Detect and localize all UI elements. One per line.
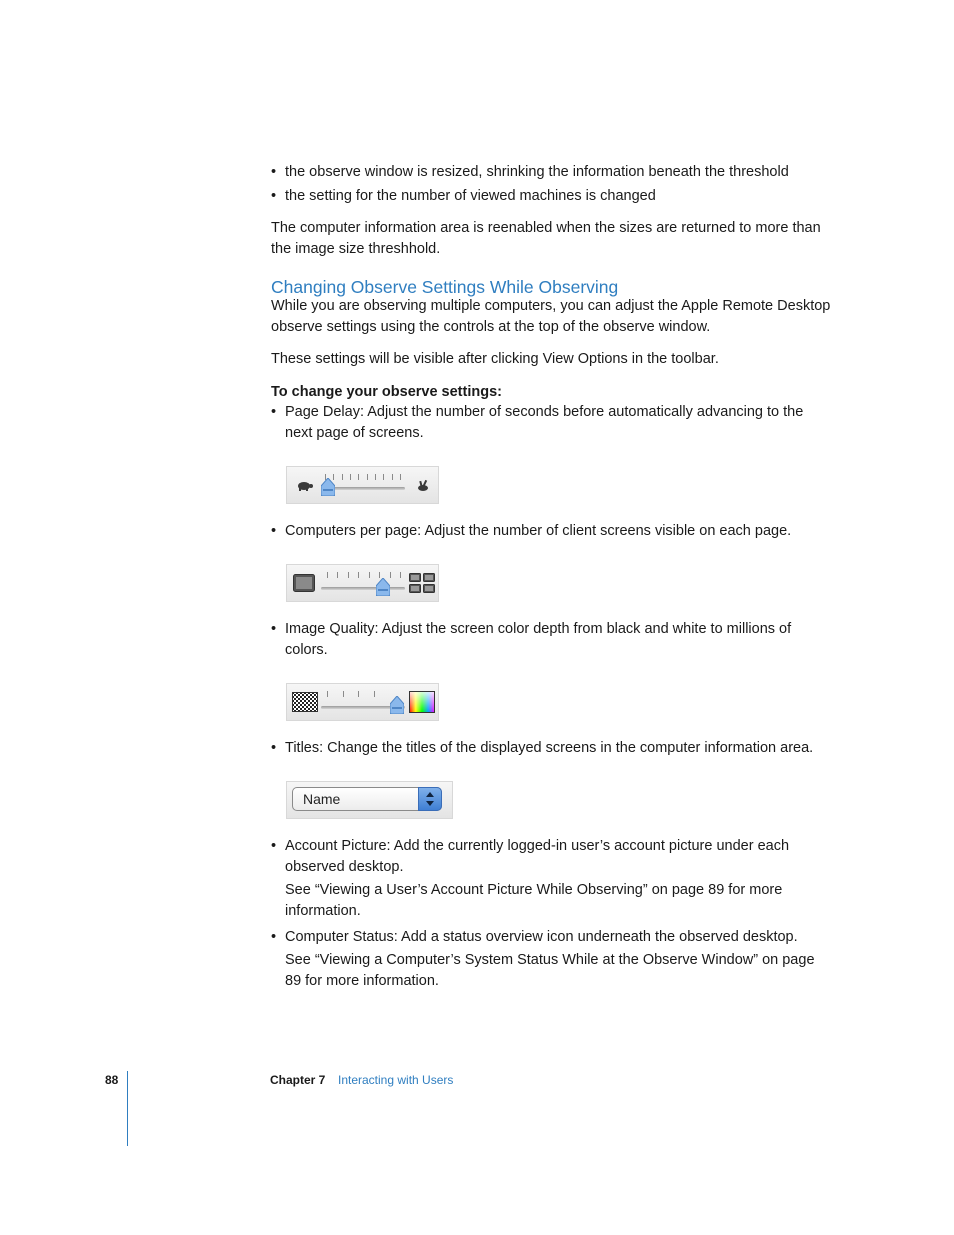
- popup-arrows-icon[interactable]: [418, 787, 442, 811]
- footer-chapter: Chapter 7: [270, 1073, 326, 1087]
- single-screen-icon: [293, 574, 315, 592]
- section-heading: Changing Observe Settings While Observing: [271, 277, 619, 297]
- bullet-text: the setting for the number of viewed machines is changed: [285, 188, 656, 204]
- paragraph-intro: While you are observing multiple computers, you can adjust the Apple Remote Desktop observe settings using the controls at the top of the observe window.: [271, 298, 831, 335]
- bullet-text: Image Quality: Adjust the screen color depth from black and white to millions of colors.: [285, 621, 792, 658]
- rabbit-icon: [416, 479, 430, 493]
- titles-popup-value: Name: [303, 791, 341, 807]
- bullet-computer-status: [271, 927, 831, 948]
- turtle-icon: [296, 480, 314, 492]
- bullet-image-quality: [271, 619, 831, 661]
- bullet-text: Computer Status: Add a status overview icon underneath the observed desktop.: [285, 929, 798, 945]
- bullet-page-delay: [271, 402, 831, 444]
- computers-per-page-slider[interactable]: [286, 564, 439, 602]
- slider-knob[interactable]: [376, 578, 390, 596]
- paragraph-visible: These settings will be visible after clicking View Options in the toolbar.: [271, 351, 719, 367]
- procedure-label: To change your observe settings:: [271, 384, 502, 400]
- bullet-text: Computers per page: Adjust the number of client screens visible on each page.: [285, 523, 792, 539]
- bullet-text: Account Picture: Add the currently logged-in user’s account picture under each observed desktop.: [285, 838, 790, 875]
- bullet-text: Titles: Change the titles of the displayed screens in the computer information area.: [285, 740, 814, 756]
- bullet-computers-per-page: [271, 521, 831, 542]
- slider-ticks: [325, 474, 401, 480]
- bullet-text: the observe window is resized, shrinking the information beneath the threshold: [285, 164, 789, 180]
- titles-popup-menu[interactable]: [292, 787, 442, 811]
- checkerboard-icon: [292, 692, 318, 712]
- bullet-titles: [271, 738, 831, 759]
- footer-chapter-title: Interacting with Users: [338, 1073, 454, 1087]
- slider-knob[interactable]: [390, 696, 404, 714]
- see-account-picture: See “Viewing a User’s Account Picture While Observing” on page 89 for more information.: [285, 882, 783, 919]
- multi-screen-icon: [409, 573, 435, 593]
- paragraph-reenable: The computer information area is reenabled when the sizes are returned to more than the image size threshhold.: [271, 220, 821, 257]
- bullet-item: [271, 162, 831, 183]
- see-computer-status: See “Viewing a Computer’s System Status While at the Observe Window” on page 89 for more information.: [285, 952, 815, 989]
- page-delay-slider[interactable]: [286, 466, 439, 504]
- slider-ticks: [327, 691, 375, 697]
- slider-track: [321, 587, 405, 590]
- page-number: 88: [105, 1073, 119, 1087]
- image-quality-slider[interactable]: [286, 683, 439, 721]
- bullet-account-picture: [271, 836, 831, 878]
- bullet-item: [271, 186, 831, 207]
- color-spectrum-icon: [409, 691, 435, 713]
- bullet-text: Page Delay: Adjust the number of seconds before automatically advancing to the next page of screens.: [285, 404, 804, 441]
- footer-rule: [127, 1071, 128, 1146]
- slider-knob[interactable]: [321, 478, 335, 496]
